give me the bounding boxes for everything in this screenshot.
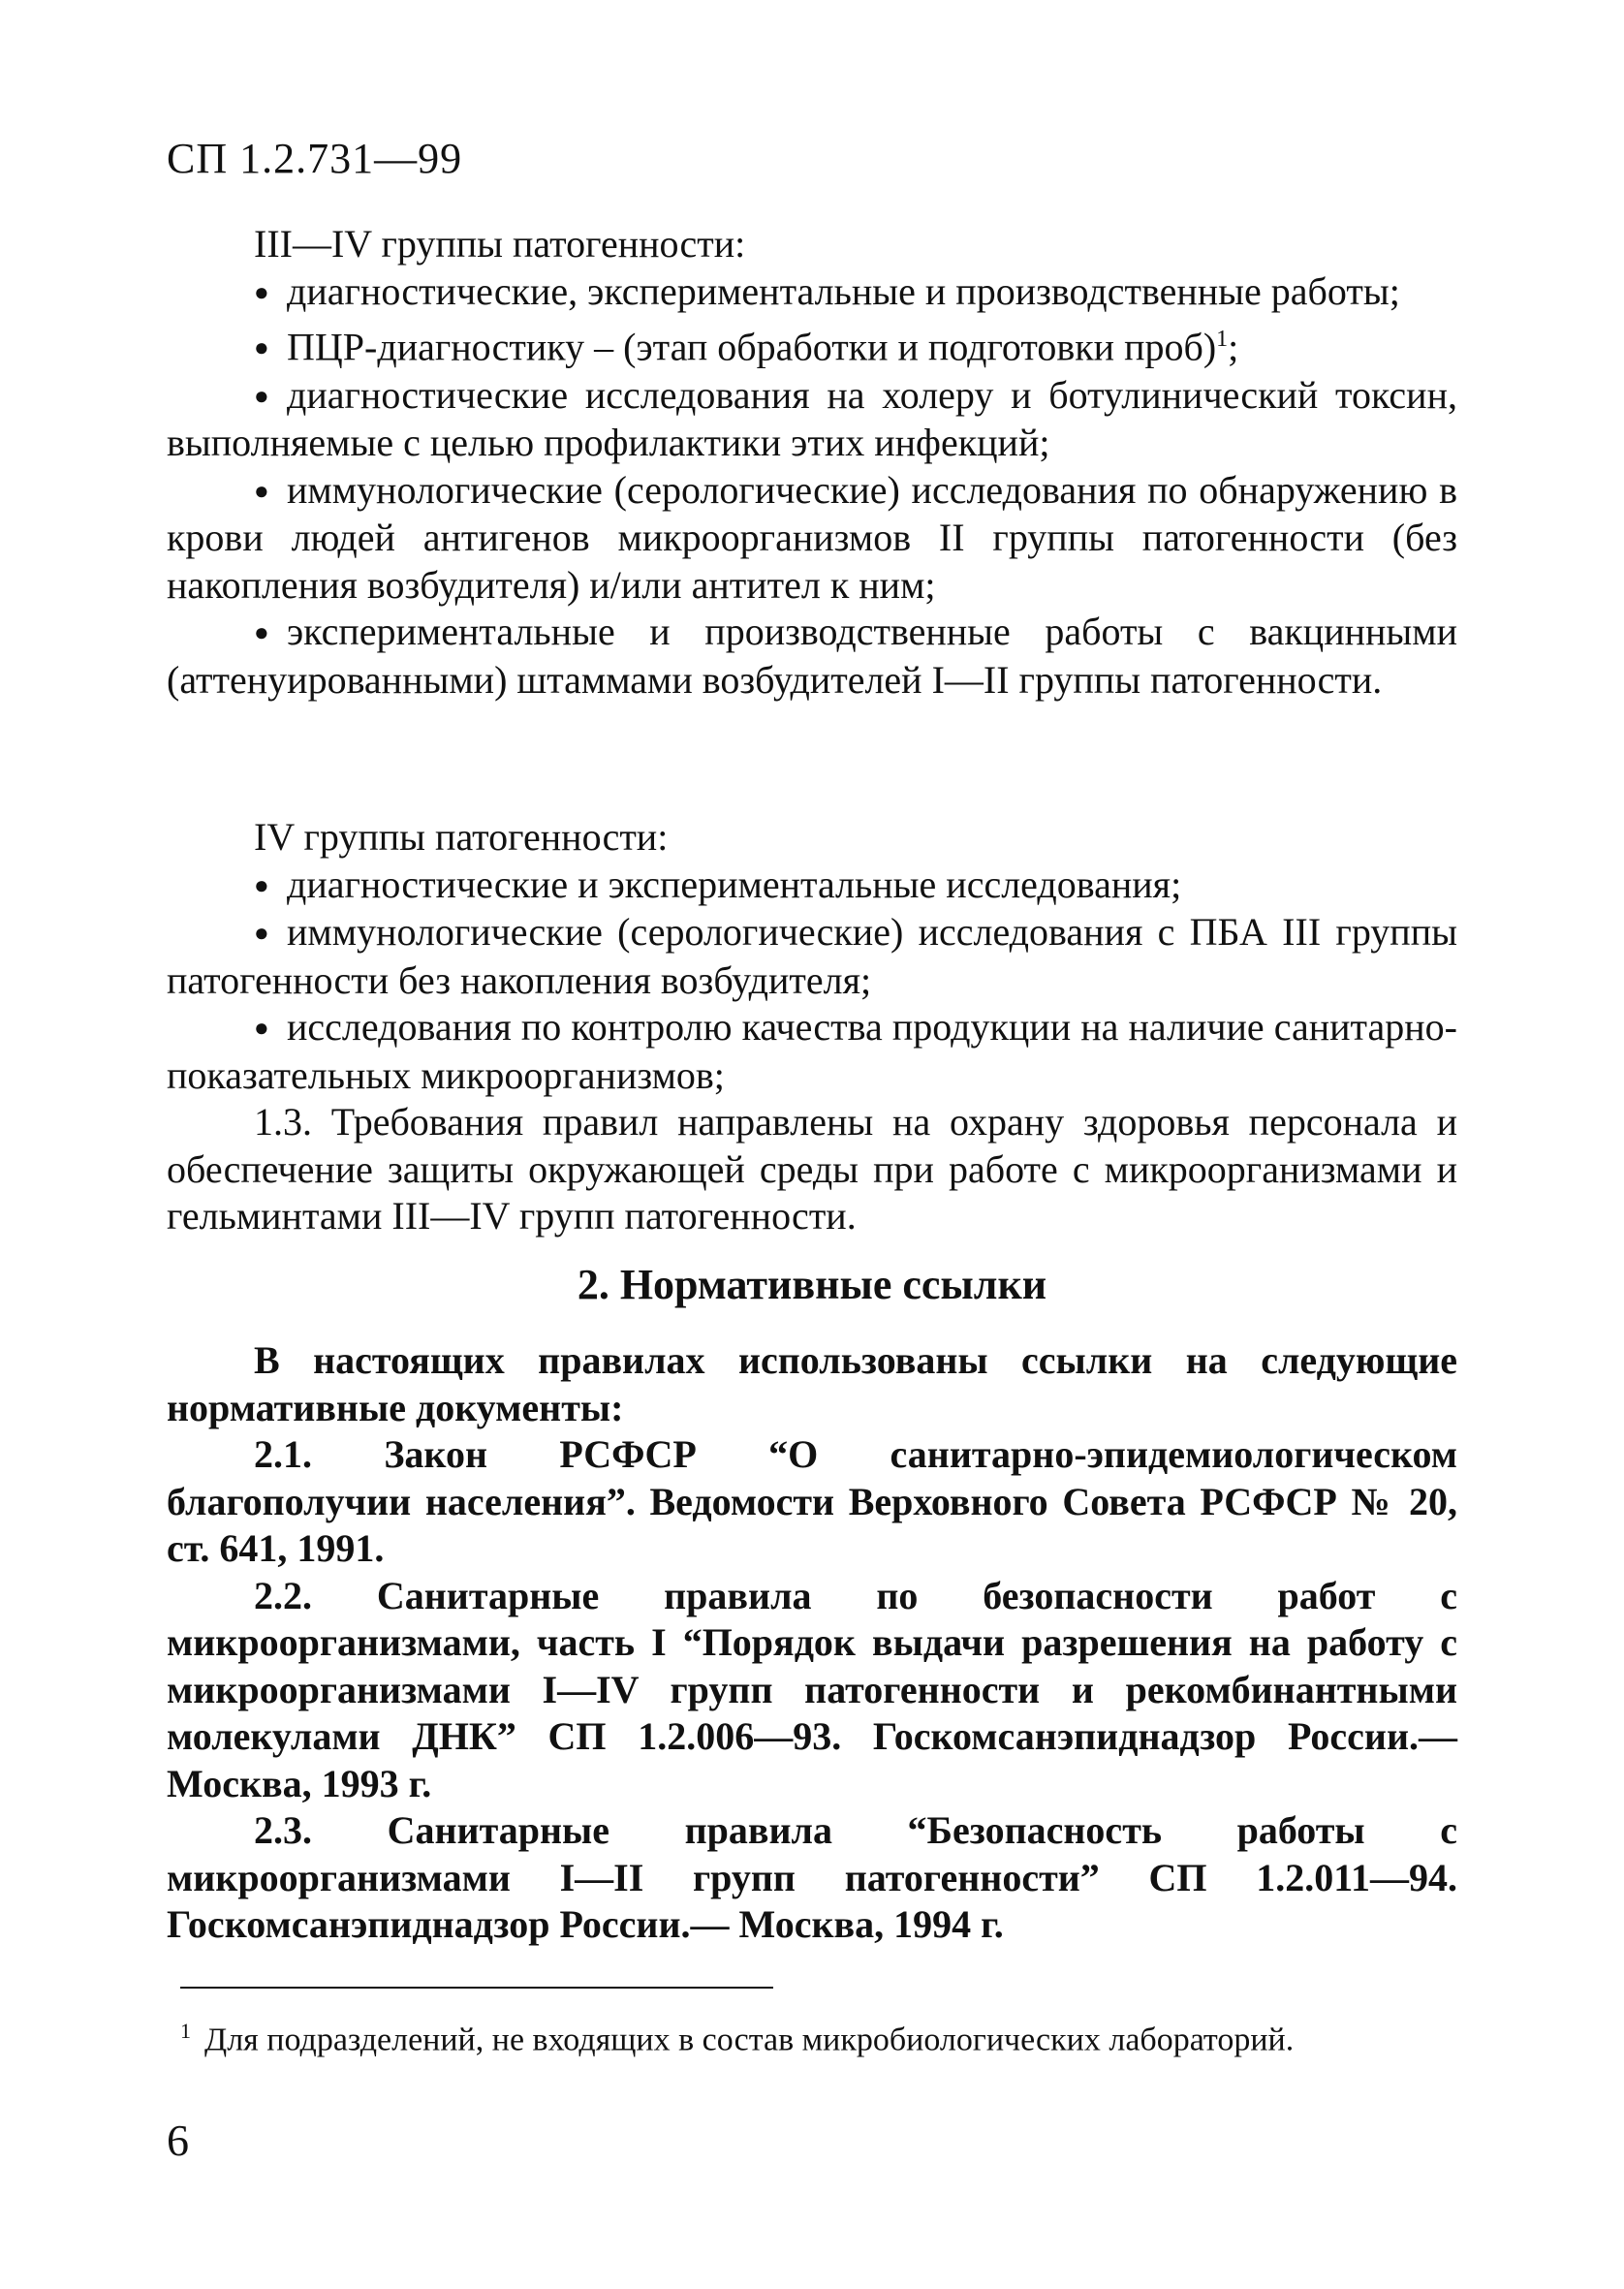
footnote-mark: 1 <box>180 2019 191 2043</box>
page-number: 6 <box>167 2116 189 2165</box>
list-item: ● диагностические исследования на холеру и ботулинический токсин, выполняемые с целью профилактики этих инфекций; <box>167 372 1457 465</box>
list-item: ● экспериментальные и производственные работы с вакцинными (аттенуированными) штаммами возбудителей I—II группы патогенности. <box>167 610 1457 702</box>
document-code-header: СП 1.2.731—99 <box>167 135 463 182</box>
group-4-title: IV группы патогенности: <box>254 815 669 859</box>
list-item: ● иммунологические (серологические) исследования с ПБА III группы патогенности без накопления возбудителя; <box>167 910 1457 1002</box>
section-2-body <box>167 1337 1457 1949</box>
reference-item: 2.3. Санитарные правила “Безопасность работы с микроорганизмами I—II групп патогенности” СП 1.2.011—94. Госкомсанэпиднадзор России.— Москва, 1994 г. <box>167 1808 1457 1946</box>
list-item: ● диагностические, экспериментальные и производственные работы; <box>167 268 1457 317</box>
bullet-icon: ● <box>254 277 269 306</box>
group-3-4-block <box>167 221 1457 704</box>
bullet-icon: ● <box>254 381 269 410</box>
reference-item: 2.1. Закон РСФСР “О санитарно-эпидемиологическом благополучии населения”. Ведомости Верховного Совета РСФСР № 20, ст. 641, 1991. <box>167 1432 1457 1570</box>
reference-item: 2.2. Санитарные правила по безопасности работ с микроорганизмами, часть I “Порядок выдачи разрешения на работу с микроорганизмами I—IV групп патогенности и рекомбинантными молекулами ДНК” СП 1.2.006—93. Госкомсанэпиднадзор России.— Москва, 1993 г. <box>167 1573 1457 1805</box>
bullet-icon: ● <box>254 333 269 362</box>
bullet-icon: ● <box>254 1014 269 1042</box>
list-item: ● исследования по контролю качества продукции на наличие санитарно-показательных микроорганизмов; <box>167 1005 1457 1097</box>
group-4-block <box>167 814 1457 1240</box>
footnote-text: Для подразделений, не входящих в состав микробиологических лабораторий. <box>204 2022 1295 2058</box>
bullet-icon: ● <box>254 618 269 647</box>
clause-1-3: 1.3. Требования правил направлены на охрану здоровья персонала и обеспечение защиты окружающей среды при работе с микроорганизмами и гельминтами III—IV групп патогенности. <box>167 1100 1457 1238</box>
section-2-title: 2. Нормативные ссылки <box>577 1261 1047 1308</box>
bullet-icon: ● <box>254 870 269 899</box>
list-item: ● иммунологические (серологические) исследования по обнаружению в крови людей антигенов микроорганизмов II группы патогенности (без накопления возбудителя) и/или антител к ним; <box>167 467 1457 607</box>
footnote-mark: 1 <box>1216 327 1229 352</box>
bullet-icon: ● <box>254 476 269 505</box>
section-2-intro: В настоящих правилах использованы ссылки на следующие нормативные документы: <box>167 1338 1457 1429</box>
list-item: ● диагностические и экспериментальные исследования; <box>167 862 1457 910</box>
list-item: ● ПЦР-диагностику – (этап обработки и подготовки проб)$^1$; <box>167 316 1457 372</box>
group-3-4-title: III—IV группы патогенности: <box>254 222 746 266</box>
bullet-icon: ● <box>254 919 269 947</box>
footnote <box>180 2012 1469 2059</box>
footnote-divider <box>180 1987 773 1989</box>
